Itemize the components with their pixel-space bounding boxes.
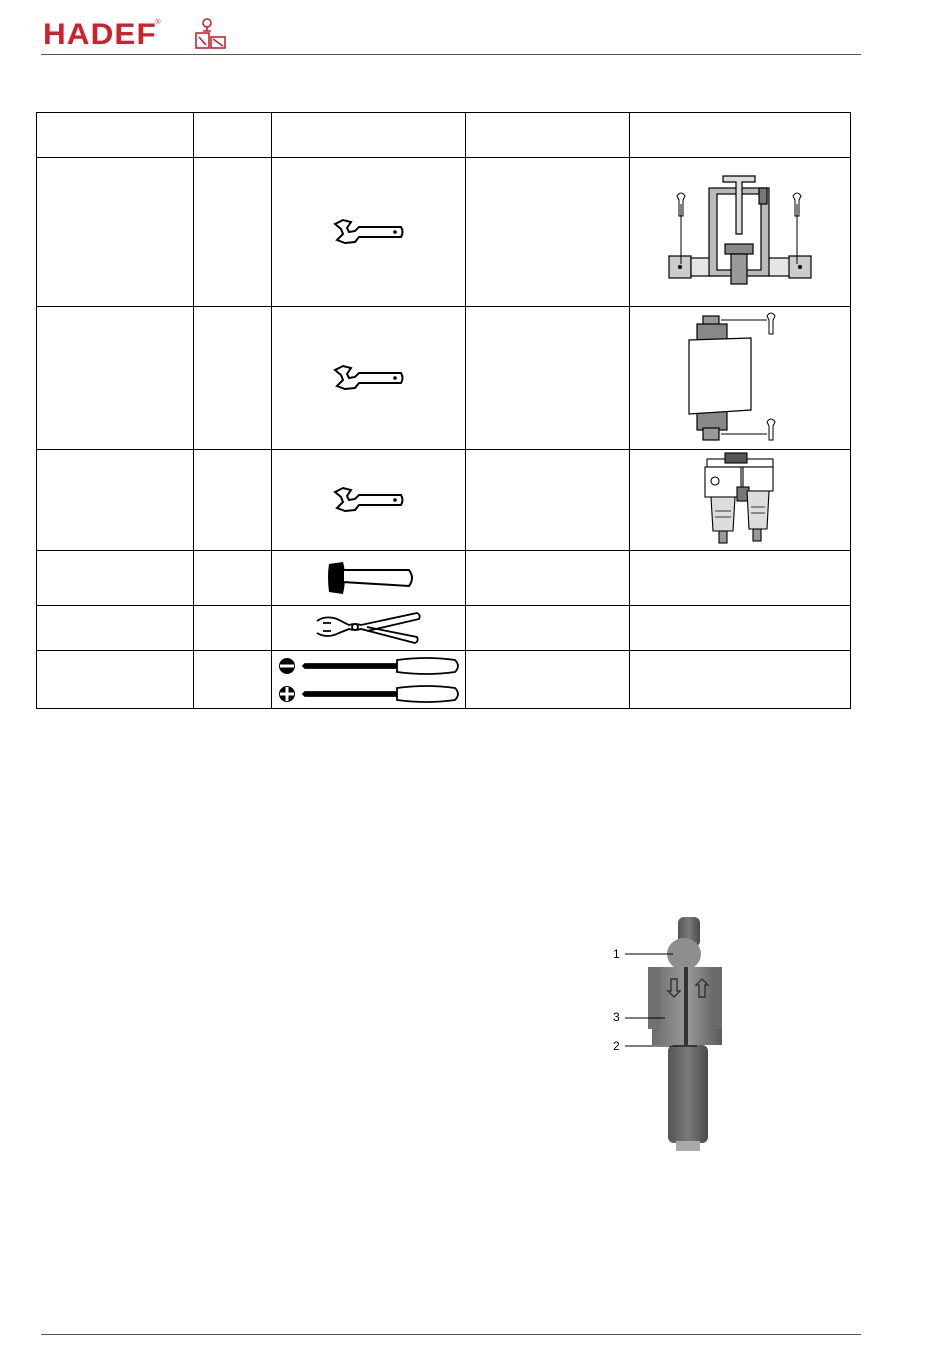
table-cell bbox=[194, 651, 272, 709]
table-row bbox=[37, 450, 851, 551]
column-header bbox=[630, 113, 851, 158]
table-cell bbox=[194, 450, 272, 551]
brand-logo bbox=[43, 17, 161, 53]
open-end-wrench-icon bbox=[333, 218, 405, 246]
tool-cell bbox=[272, 651, 466, 709]
hammer-icon bbox=[323, 556, 415, 600]
table-cell bbox=[466, 307, 630, 450]
column-header bbox=[194, 113, 272, 158]
table-row bbox=[37, 551, 851, 606]
table-cell bbox=[37, 606, 194, 651]
tool-cell bbox=[272, 450, 466, 551]
table-cell bbox=[194, 606, 272, 651]
trolley-adjustment-drawing bbox=[667, 174, 813, 290]
table-cell bbox=[37, 307, 194, 450]
table-cell bbox=[37, 551, 194, 606]
table-cell bbox=[37, 651, 194, 709]
table-row bbox=[37, 158, 851, 307]
table-header-row bbox=[37, 113, 851, 158]
illustration-cell bbox=[630, 551, 851, 606]
tool-cell bbox=[272, 606, 466, 651]
open-end-wrench-icon bbox=[333, 486, 405, 514]
illustration-cell bbox=[630, 450, 851, 551]
tool-cell bbox=[272, 158, 466, 307]
brand-name: HADEF bbox=[43, 18, 157, 51]
table-cell bbox=[466, 606, 630, 651]
tool-cell bbox=[272, 307, 466, 450]
table-cell bbox=[37, 158, 194, 307]
column-header bbox=[272, 113, 466, 158]
callout-line bbox=[625, 953, 673, 955]
illustration-cell bbox=[630, 307, 851, 450]
table-cell bbox=[37, 450, 194, 551]
table-cell bbox=[466, 450, 630, 551]
header-rule bbox=[41, 54, 861, 55]
callout-line bbox=[625, 1045, 697, 1047]
footer-rule bbox=[41, 1334, 861, 1335]
table-cell bbox=[194, 551, 272, 606]
table-row bbox=[37, 651, 851, 709]
table-cell bbox=[466, 158, 630, 307]
illustration-cell bbox=[630, 158, 851, 307]
callout-label: 3 bbox=[613, 1010, 620, 1024]
hoist-unit-photo bbox=[610, 915, 740, 1155]
tool-cell bbox=[272, 551, 466, 606]
registered-mark: ® bbox=[155, 19, 161, 26]
callout-line bbox=[625, 1017, 665, 1019]
hoist-logo-icon bbox=[193, 17, 229, 51]
table-row bbox=[37, 307, 851, 450]
open-end-wrench-icon bbox=[333, 364, 405, 392]
cylinder-mount-drawing bbox=[685, 310, 795, 446]
pliers-icon bbox=[315, 609, 423, 647]
column-header bbox=[37, 113, 194, 158]
table-cell bbox=[466, 651, 630, 709]
callout-label: 1 bbox=[613, 947, 620, 961]
table-cell bbox=[194, 158, 272, 307]
table-cell bbox=[466, 551, 630, 606]
column-header bbox=[466, 113, 630, 158]
callout-label: 2 bbox=[613, 1039, 620, 1053]
air-filter-regulator-drawing bbox=[703, 451, 777, 549]
illustration-cell bbox=[630, 651, 851, 709]
tools-table bbox=[36, 112, 851, 709]
table-row bbox=[37, 606, 851, 651]
screwdrivers-icon bbox=[277, 654, 461, 706]
table-cell bbox=[194, 307, 272, 450]
illustration-cell bbox=[630, 606, 851, 651]
